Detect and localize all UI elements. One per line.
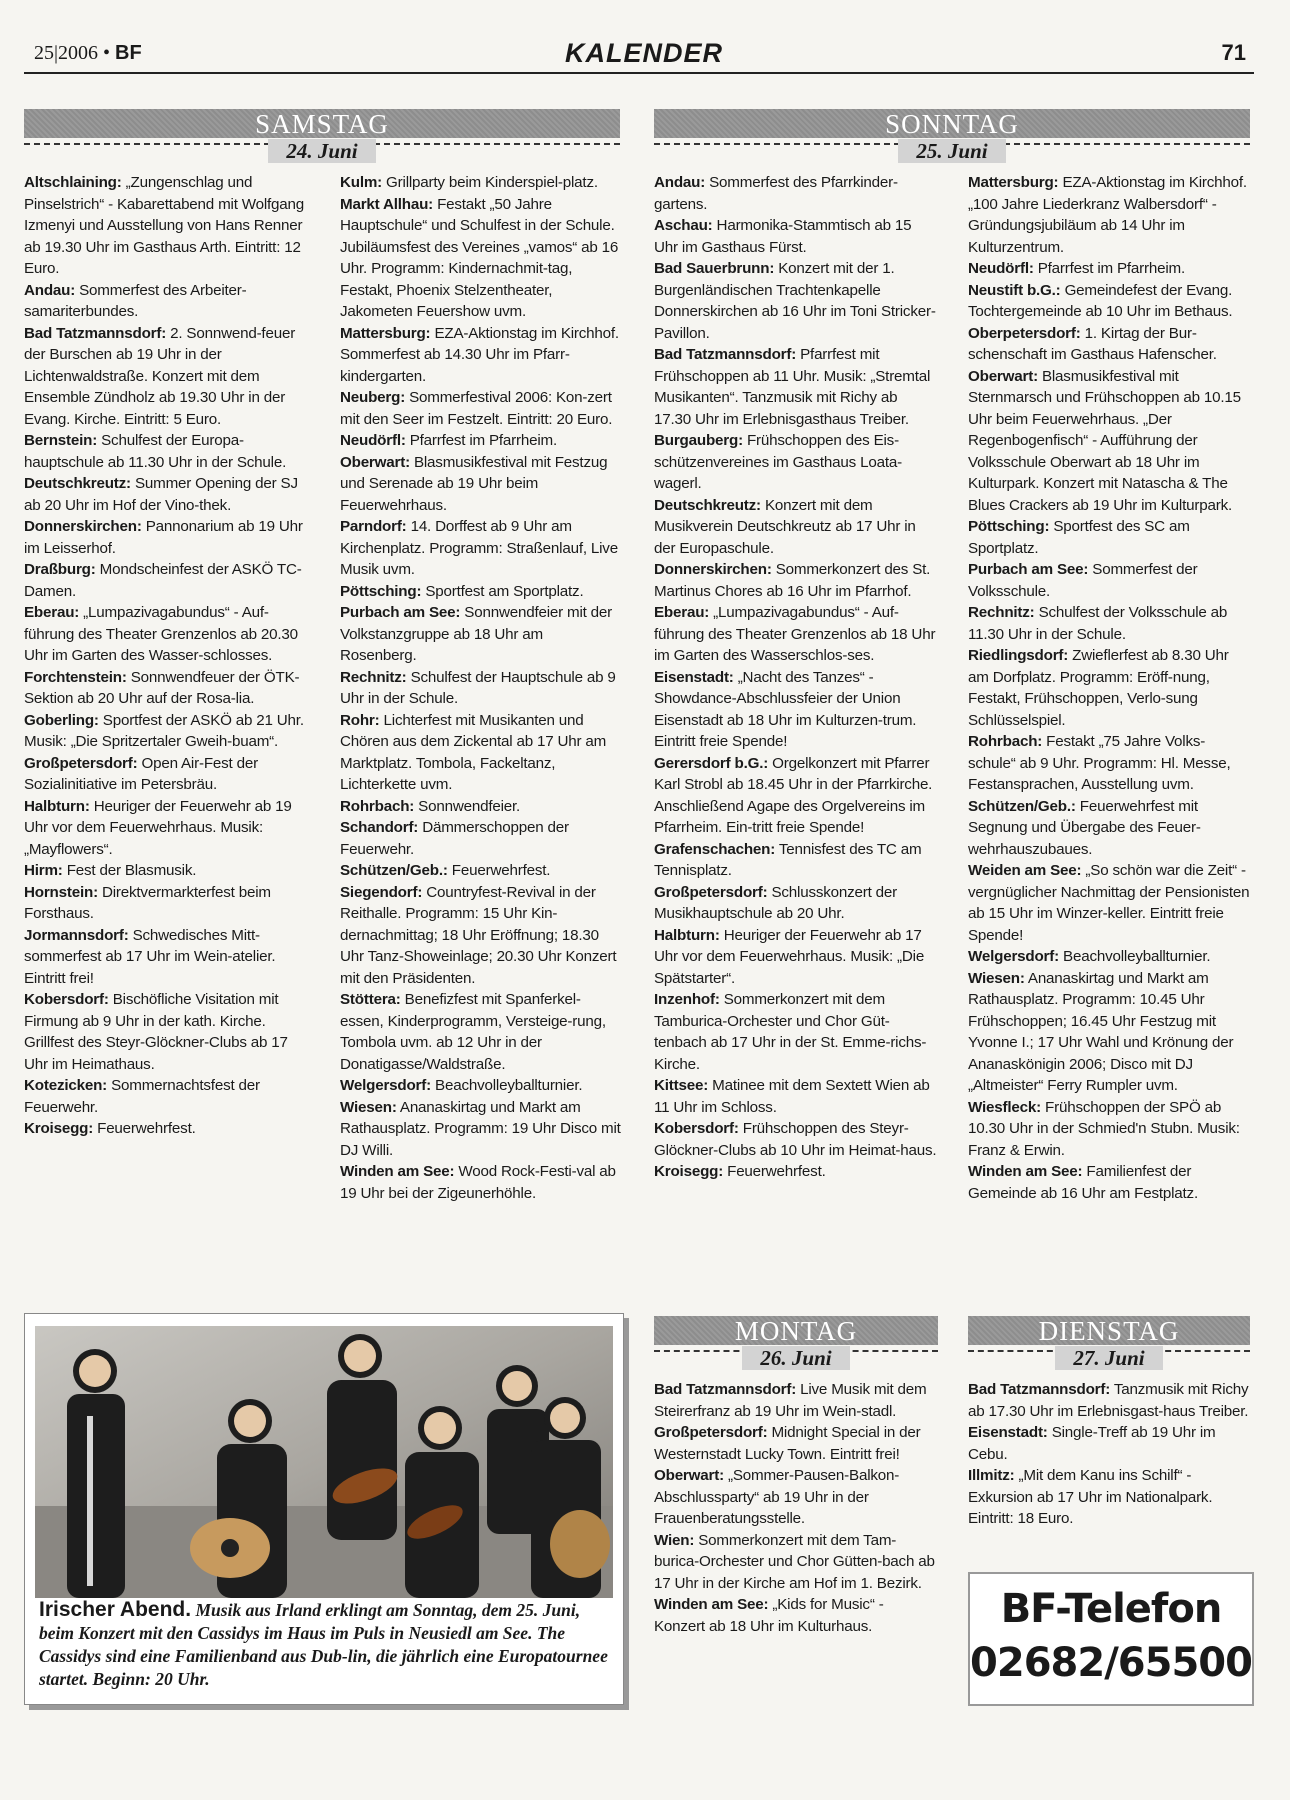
event-entry <box>24 280 310 323</box>
day-heading-sonntag <box>654 109 1250 165</box>
band-photo <box>35 1326 613 1598</box>
event-entry <box>968 860 1250 946</box>
event-text: Feuerwehrfest mit Segnung und Übergabe des Feuer-wehrhauszubaues. <box>968 797 1201 858</box>
event-text: „Kids for Music“ - Konzert ab 18 Uhr im Kulturhaus. <box>654 1596 884 1635</box>
event-entry <box>654 430 938 495</box>
dienstag-column <box>968 1379 1250 1530</box>
event-entry <box>968 1379 1250 1422</box>
event-text: Tennisfest des TC am Tennisplatz. <box>654 840 922 879</box>
photo-box <box>24 1313 624 1705</box>
event-text: Heuriger der Feuerwehr ab 17 Uhr vor dem Feuerwehrhaus. Musik: „Die Spätstarter“. <box>654 926 925 987</box>
event-text: Midnight Special in der Westernstadt Lucky Town. Eintritt frei! <box>654 1424 921 1463</box>
event-text: Sonnwendfeier mit der Volkstanzgruppe ab 18 Uhr am Rosenberg. <box>340 604 613 664</box>
page-header <box>24 38 1254 74</box>
event-entry <box>24 430 310 473</box>
event-text: Konzert mit der 1. Burgenländischen Trachtenkapelle Donnerskirchen ab 16 Uhr im Toni Stricker-Pavillon. <box>654 260 936 342</box>
event-entry <box>340 323 622 388</box>
phone-number: 02682/65500 <box>970 1640 1252 1686</box>
samstag-column-1 <box>24 172 310 1140</box>
event-entry <box>654 1118 938 1161</box>
page-number: 71 <box>1221 40 1246 65</box>
event-entry <box>654 753 938 839</box>
event-place: Markt Allhau: <box>340 195 434 213</box>
event-entry <box>654 882 938 925</box>
event-entry <box>24 323 310 431</box>
event-place: Aschau: <box>654 217 713 234</box>
event-text: Sommerkonzert mit dem Tamburica-Orchester und Chor Güt-tenbach ab 17 Uhr in der St. Emme-richs-Kirche. <box>654 991 927 1073</box>
event-place: Kobersdorf: <box>24 991 109 1008</box>
event-entry <box>654 495 938 560</box>
event-text: „Lumpazivagabundus“ - Auf-führung des Theater Grenzenlos ab 18 Uhr im Garten des Wasserschlos-ses. <box>654 604 936 664</box>
event-text: Fest der Blasmusik. <box>62 862 197 879</box>
event-text: Frühschoppen der SPÖ ab 10.30 Uhr in der Schmied'n Stubn. Musik: Franz & Erwin. <box>968 1098 1240 1159</box>
event-place: Donnerskirchen: <box>654 561 772 578</box>
event-text: Pannonarium ab 19 Uhr im Leisserhof. <box>24 518 303 557</box>
event-place: Oberpetersdorf: <box>968 324 1081 342</box>
event-entry <box>340 387 622 430</box>
day-date <box>24 138 620 165</box>
event-text: Sportfest des SC am Sportplatz. <box>968 518 1190 557</box>
event-text: Sommerkonzert mit dem Tam-burica-Orchester und Chor Gütten-bach ab 17 Uhr in der Kirche am Hof im 1. Bezirk. <box>654 1531 935 1592</box>
event-text: Sommerfest des Arbeiter-samariterbundes. <box>24 281 247 320</box>
event-entry <box>654 839 938 882</box>
issue-label <box>34 42 142 65</box>
event-place: Stöttera: <box>340 991 401 1008</box>
event-text: Lichterfest mit Musikanten und Chören aus dem Zickental ab 17 Uhr am Marktplatz. Tombola, Fackeltanz, Lichterkette uvm. <box>340 711 607 793</box>
event-place: Deutschkreutz: <box>654 496 761 514</box>
event-place: Deutschkreutz: <box>24 475 131 492</box>
phone-box <box>968 1572 1254 1706</box>
day-name: DIENSTAG <box>968 1316 1250 1345</box>
day-heading-montag <box>654 1316 938 1372</box>
event-place: Neudörfl: <box>340 432 406 449</box>
event-place: Bad Tatzmannsdorf: <box>654 346 797 363</box>
day-heading-samstag <box>24 109 620 165</box>
section-title: KALENDER <box>564 38 723 68</box>
event-place: Goberling: <box>24 711 99 729</box>
day-heading-dienstag <box>968 1316 1250 1372</box>
event-place: Draßburg: <box>24 561 96 578</box>
event-entry <box>968 796 1250 861</box>
event-entry <box>24 925 310 990</box>
event-entry <box>340 989 622 1075</box>
event-text: „Lumpazivagabundus“ - Auf-führung des Theater Grenzenlos ab 20.30 Uhr im Garten des Wasser-schlosses. <box>24 604 298 664</box>
event-place: Bad Tatzmannsdorf: <box>654 1381 797 1398</box>
event-place: Purbach am See: <box>968 561 1089 578</box>
event-place: Inzenhof: <box>654 991 720 1008</box>
event-entry <box>654 1594 938 1637</box>
event-entry <box>24 882 310 925</box>
event-place: Riedlingsdorf: <box>968 647 1069 664</box>
event-text: Open Air-Fest der Sozialinitiative im Petersbräu. <box>24 754 258 793</box>
event-text: Benefizfest mit Spanferkel-essen, Kinderprogramm, Versteige-rung, Tombola uvm. ab 12 Uhr in der Donatigasse/Waldstraße. <box>340 991 606 1073</box>
event-text: „So schön war die Zeit“ - vergnüglicher Nachmittag der Pensionisten ab 15 Uhr im Winzer-keller. Eintritt freie Spende! <box>968 862 1250 944</box>
event-entry <box>654 1530 938 1595</box>
event-place: Wiesen: <box>968 969 1025 987</box>
event-place: Bad Sauerbrunn: <box>654 260 775 277</box>
event-text: Familienfest der Gemeinde ab 16 Uhr am Festplatz. <box>968 1163 1198 1202</box>
event-entry <box>24 473 310 516</box>
event-place: Halbturn: <box>24 797 90 815</box>
event-text: Feuerwehrfest. <box>447 862 551 879</box>
event-entry <box>340 796 622 818</box>
event-place: Winden am See: <box>968 1163 1083 1180</box>
event-entry <box>968 645 1250 731</box>
event-place: Purbach am See: <box>340 604 461 621</box>
event-place: Andau: <box>24 281 76 299</box>
event-text: Schulfest der Volksschule ab 11.30 Uhr in der Schule. <box>968 604 1228 643</box>
event-text: „Mit dem Kanu ins Schilf“ - Exkursion ab 17 Uhr im Nationalpark. Eintritt: 18 Euro. <box>968 1467 1213 1527</box>
day-date <box>654 1345 938 1372</box>
event-entry <box>654 925 938 990</box>
event-text: Grillparty beim Kinderspiel-platz. <box>382 174 598 191</box>
event-entry <box>340 1075 622 1097</box>
sonntag-column-2 <box>968 172 1250 1204</box>
day-name: SAMSTAG <box>24 109 620 138</box>
event-place: Rechnitz: <box>968 604 1035 621</box>
event-entry <box>654 1379 938 1422</box>
event-text: Sportfest der ASKÖ ab 21 Uhr. Musik: „Die Spritzertaler Gweih-buam“. <box>24 711 304 750</box>
event-place: Rohrbach: <box>340 797 415 815</box>
event-place: Schandorf: <box>340 819 419 836</box>
event-place: Siegendorf: <box>340 883 423 901</box>
event-place: Neudörfl: <box>968 260 1034 277</box>
montag-column <box>654 1379 938 1637</box>
event-place: Forchtenstein: <box>24 668 127 686</box>
event-text: Matinee mit dem Sextett Wien ab 11 Uhr im Schloss. <box>654 1077 930 1116</box>
event-entry <box>968 1097 1250 1162</box>
event-place: Wien: <box>654 1531 695 1549</box>
event-entry <box>24 753 310 796</box>
day-name: SONNTAG <box>654 109 1250 138</box>
event-entry <box>968 1465 1250 1530</box>
event-text: Schwedisches Mitt-sommerfest ab 17 Uhr im Wein-atelier. Eintritt frei! <box>24 926 276 987</box>
event-place: Winden am See: <box>340 1163 455 1180</box>
event-entry <box>340 817 622 860</box>
day-date <box>968 1345 1250 1372</box>
event-text: Schulfest der Europa-hauptschule ab 11.30 Uhr in der Schule. <box>24 432 287 471</box>
event-place: Oberwart: <box>654 1467 724 1484</box>
event-entry <box>654 667 938 753</box>
event-entry <box>968 366 1250 517</box>
event-text: Schlusskonzert der Musikhauptschule ab 20 Uhr. <box>654 883 898 922</box>
event-place: Kulm: <box>340 174 383 191</box>
event-place: Pöttsching: <box>968 518 1050 535</box>
event-place: Schützen/Geb.: <box>340 862 448 879</box>
caption-title: Irischer Abend. <box>39 1598 192 1621</box>
event-entry <box>654 989 938 1075</box>
event-entry <box>24 516 310 559</box>
event-entry <box>24 989 310 1075</box>
event-text: Sonnwendfeier. <box>414 797 521 815</box>
event-entry <box>654 1161 938 1183</box>
event-entry <box>340 194 622 323</box>
event-text: Tanzmusik mit Richy ab 17.30 Uhr im Erlebnisgast-haus Treiber. <box>968 1381 1249 1420</box>
event-text: Harmonika-Stammtisch ab 15 Uhr im Gasthaus Fürst. <box>654 217 912 256</box>
event-entry <box>968 258 1250 280</box>
event-entry <box>654 1465 938 1530</box>
event-place: Winden am See: <box>654 1596 769 1613</box>
event-entry <box>24 1075 310 1118</box>
event-text: Blasmusikfestival mit Sternmarsch und Frühschoppen ab 10.15 Uhr beim Feuerwehrhaus. „Der Regenbogenfisch“ - Aufführung der Volksschule Oberwart ab 18 Uhr im Kulturpark. Konzert mit Natascha & The Blues Crackers ab 19 Uhr im Kulturpark. <box>968 367 1241 514</box>
event-place: Kobersdorf: <box>654 1120 739 1137</box>
event-text: Pfarrfest mit Frühschoppen ab 11 Uhr. Musik: „Stremtal Musikanten“. Tanzmusik mit Richy ab 17.30 Uhr im Erlebnisgasthaus Treiber. <box>654 346 931 428</box>
event-place: Donnerskirchen: <box>24 518 142 535</box>
event-entry <box>24 172 310 280</box>
caption-text: Musik aus Irland erklingt am Sonntag, dem 25. Juni, beim Konzert mit den Cassidys im Haus im Puls in Neusiedl am See. The Cassidys sind eine Familienband aus Dub-lin, die jährlich eine Europatournee startet. Beginn: 20 Uhr. <box>39 1600 608 1689</box>
event-entry <box>340 430 622 452</box>
event-entry <box>340 710 622 796</box>
event-place: Rohrbach: <box>968 733 1043 750</box>
event-text: Mondscheinfest der ASKÖ TC-Damen. <box>24 561 302 600</box>
event-entry <box>340 172 622 194</box>
event-entry <box>968 559 1250 602</box>
event-entry <box>340 667 622 710</box>
event-text: Heuriger der Feuerwehr ab 19 Uhr vor dem Feuerwehrhaus. Musik: „Mayflowers“. <box>24 797 292 858</box>
event-place: Oberwart: <box>340 453 410 471</box>
day-date-text: 26. Juni <box>742 1346 849 1370</box>
event-text: 14. Dorffest ab 9 Uhr am Kirchenplatz. Programm: Straßenlauf, Live Musik uvm. <box>340 518 618 578</box>
day-name: MONTAG <box>654 1316 938 1345</box>
event-place: Halbturn: <box>654 926 720 944</box>
event-text: Feuerwehrfest. <box>93 1120 196 1137</box>
sonntag-column-1 <box>654 172 938 1183</box>
event-entry <box>968 172 1250 258</box>
event-text: Live Musik mit dem Steirerfranz ab 19 Uhr im Wein-stadl. <box>654 1381 927 1420</box>
event-text: Dämmerschoppen der Feuerwehr. <box>340 819 569 858</box>
event-text: Pfarrfest im Pfarrheim. <box>405 432 558 449</box>
event-entry <box>968 968 1250 1097</box>
event-place: Burgauberg: <box>654 432 743 449</box>
event-text: 1. Kirtag der Bur-schenschaft im Gasthaus Hafenscher. <box>968 324 1217 363</box>
event-text: „Nacht des Tanzes“ - Showdance-Abschlussfeier der Union Eisenstadt ab 18 Uhr im Kulturzen-trum. Eintritt freie Spende! <box>654 668 917 750</box>
event-place: Wiesfleck: <box>968 1098 1041 1116</box>
event-entry <box>654 215 938 258</box>
event-entry <box>968 323 1250 366</box>
event-place: Altschlaining: <box>24 174 122 191</box>
event-place: Rohr: <box>340 711 380 729</box>
event-text: Frühschoppen des Eis-schützenvereines im Gasthaus Loata-wagerl. <box>654 432 902 492</box>
event-text: Festakt „50 Jahre Hauptschule“ und Schulfest in der Schule. Jubiläumsfest des Vereines „vamos“ ab 16 Uhr. Programm: Kindernachmit-tag, Festakt, Phoenix Stelzentheater, Jakometen Feuershow uvm. <box>340 195 619 320</box>
event-entry <box>340 602 622 667</box>
event-place: Kroisegg: <box>24 1120 94 1137</box>
event-place: Wiesen: <box>340 1098 397 1116</box>
event-place: Hirm: <box>24 862 63 879</box>
event-place: Parndorf: <box>340 518 407 535</box>
event-place: Jormannsdorf: <box>24 926 129 944</box>
event-text: Ananaskirtag und Markt am Rathausplatz. Programm: 10.45 Uhr Frühschoppen; 16.45 Uhr Festzug mit Yvonne I.; 17 Uhr Wahl und Krönung der Ananaskönigin 2006; Disco mit DJ „Altmeister“ Ferry Rumpler uvm. <box>968 969 1234 1094</box>
event-text: Countryfest-Revival in der Reithalle. Programm: 15 Uhr Kin-dernachmittag; 18 Uhr Eröffnung; 18.30 Uhr Tanz-Showeinlage; 20.30 Uhr Konzert mit den Präsidenten. <box>340 883 617 987</box>
event-text: „Sommer-Pausen-Balkon-Abschlussparty“ ab 19 Uhr in der Frauenberatungsstelle. <box>654 1467 900 1527</box>
event-text: Orgelkonzert mit Pfarrer Karl Strobl ab 18.45 Uhr in der Pfarrkirche. Anschließend Agape des Orgelvereins im Pfarrheim. Ein-tritt freie Spende! <box>654 754 933 836</box>
event-entry <box>24 710 310 753</box>
samstag-column-2 <box>340 172 622 1204</box>
event-text: Frühschoppen des Steyr-Glöckner-Clubs ab 10 Uhr im Heimat-haus. <box>654 1120 937 1159</box>
event-text: Sommernachtsfest der Feuerwehr. <box>24 1077 260 1116</box>
event-text: Direktvermarkterfest beim Forsthaus. <box>24 883 271 922</box>
event-entry <box>24 559 310 602</box>
event-text: „Zungenschlag und Pinselstrich“ - Kabarettabend mit Wolfgang Izmenyi und Ausstellung von Hans Renner ab 19.30 Uhr im Gasthaus Arth. Eintritt: 12 Euro. <box>24 174 305 277</box>
event-entry <box>340 516 622 581</box>
event-entry <box>654 172 938 215</box>
event-entry <box>968 946 1250 968</box>
event-text: Beachvolleyballturnier. <box>1059 948 1211 965</box>
event-place: Andau: <box>654 174 706 191</box>
event-text: Pfarrfest im Pfarrheim. <box>1033 260 1186 277</box>
event-entry <box>24 602 310 667</box>
day-date-text: 27. Juni <box>1055 1346 1162 1370</box>
event-entry <box>968 1161 1250 1204</box>
event-text: Sommerfest des Pfarrkinder-gartens. <box>654 174 898 213</box>
event-place: Neuberg: <box>340 389 406 406</box>
event-entry <box>340 882 622 990</box>
event-place: Bad Tatzmannsdorf: <box>968 1381 1111 1398</box>
event-place: Hornstein: <box>24 883 98 901</box>
event-entry <box>654 1422 938 1465</box>
event-entry <box>24 667 310 710</box>
event-text: Summer Opening der SJ ab 20 Uhr im Hof der Vino-thek. <box>24 475 298 514</box>
event-entry <box>340 452 622 517</box>
event-place: Eisenstadt: <box>654 668 734 686</box>
event-entry <box>968 1422 1250 1465</box>
event-entry <box>968 731 1250 796</box>
event-place: Mattersburg: <box>340 324 431 342</box>
event-text: Feuerwehrfest. <box>723 1163 826 1180</box>
event-text: Zwieflerfest ab 8.30 Uhr am Dorfplatz. Programm: Eröff-nung, Festakt, Frühschoppen, Verlo-sung Schlüsselspiel. <box>968 647 1229 729</box>
event-place: Bernstein: <box>24 432 98 449</box>
event-place: Welgersdorf: <box>968 948 1059 965</box>
event-place: Welgersdorf: <box>340 1077 431 1094</box>
event-text: Festakt „75 Jahre Volks-schule“ ab 9 Uhr. Programm: Hl. Messe, Festansprachen, Ausstellung uvm. <box>968 733 1231 793</box>
event-place: Grafenschachen: <box>654 840 776 858</box>
event-text: Beachvolleyballturnier. <box>431 1077 583 1094</box>
event-place: Bad Tatzmannsdorf: <box>24 324 167 342</box>
day-date <box>654 138 1250 165</box>
event-text: Blasmusikfestival mit Festzug und Serenade ab 19 Uhr beim Feuerwehrhaus. <box>340 453 608 514</box>
event-entry <box>654 602 938 667</box>
event-text: Ananaskirtag und Markt am Rathausplatz. Programm: 19 Uhr Disco mit DJ Willi. <box>340 1098 621 1159</box>
event-entry <box>24 796 310 861</box>
event-text: Sommerfest der Volksschule. <box>968 561 1198 600</box>
photo-caption <box>39 1598 613 1691</box>
event-entry <box>24 1118 310 1140</box>
event-text: Sportfest am Sportplatz. <box>421 582 584 600</box>
event-place: Kroisegg: <box>654 1163 724 1180</box>
event-place: Großpetersdorf: <box>654 883 768 901</box>
event-entry <box>654 559 938 602</box>
event-place: Schützen/Geb.: <box>968 797 1076 815</box>
event-entry <box>654 1075 938 1118</box>
brand-label: BF <box>115 42 142 64</box>
event-place: Oberwart: <box>968 367 1038 385</box>
event-text: Konzert mit dem Musikverein Deutschkreutz ab 17 Uhr in der Europaschule. <box>654 496 916 557</box>
day-date-text: 25. Juni <box>898 139 1005 163</box>
event-text: Bischöfliche Visitation mit Firmung ab 9 Uhr in der kath. Kirche. Grillfest des Steyr-Glöckner-Clubs ab 17 Uhr im Heimathaus. <box>24 991 288 1073</box>
event-place: Kotezicken: <box>24 1077 108 1094</box>
event-entry <box>654 258 938 344</box>
event-text: EZA-Aktionstag im Kirchhof. Sommerfest ab 14.30 Uhr im Pfarr-kindergarten. <box>340 324 619 385</box>
event-entry <box>24 860 310 882</box>
event-entry <box>340 1161 622 1204</box>
event-entry <box>968 602 1250 645</box>
day-date-text: 24. Juni <box>268 139 375 163</box>
event-place: Großpetersdorf: <box>24 754 138 772</box>
event-text: Schulfest der Hauptschule ab 9 Uhr in der Schule. <box>340 668 616 707</box>
issue-number: 25|2006 • <box>34 42 111 64</box>
event-text: Sommerfestival 2006: Kon-zert mit den Seer im Festzelt. Eintritt: 20 Euro. <box>340 389 613 428</box>
event-place: Pöttsching: <box>340 582 422 600</box>
event-place: Mattersburg: <box>968 174 1059 191</box>
event-place: Neustift b.G.: <box>968 281 1061 299</box>
event-entry <box>968 516 1250 559</box>
phone-title: BF-Telefon <box>1000 1586 1222 1632</box>
event-text: Single-Treff ab 19 Uhr im Cebu. <box>968 1424 1216 1463</box>
event-text: EZA-Aktionstag im Kirchhof. „100 Jahre Liederkranz Walbersdorf“ - Gründungsjubiläum ab 14 Uhr im Kulturzentrum. <box>968 174 1247 256</box>
event-place: Gerersdorf b.G.: <box>654 754 769 772</box>
event-place: Weiden am See: <box>968 862 1082 879</box>
event-entry <box>340 581 622 603</box>
event-entry <box>654 344 938 430</box>
event-place: Kittsee: <box>654 1077 709 1094</box>
event-text: 2. Sonnwend-feuer der Burschen ab 19 Uhr in der Lichtenwaldstraße. Konzert mit dem Ensemble Zündholz ab 19.30 Uhr in der Evang. Kirche. Eintritt: 5 Euro. <box>24 324 296 428</box>
event-entry <box>968 280 1250 323</box>
event-text: Gemeindefest der Evang. Tochtergemeinde ab 10 Uhr im Bethaus. <box>968 281 1233 320</box>
event-text: Sommerkonzert des St. Martinus Chores ab 16 Uhr im Pfarrhof. <box>654 561 931 600</box>
event-text: Wood Rock-Festi-val ab 19 Uhr bei der Zigeunerhöhle. <box>340 1163 616 1202</box>
event-text: Sonnwendfeuer der ÖTK-Sektion ab 20 Uhr auf der Rosa-lia. <box>24 668 300 707</box>
event-place: Großpetersdorf: <box>654 1424 768 1441</box>
event-place: Illmitz: <box>968 1467 1015 1484</box>
event-place: Rechnitz: <box>340 668 407 686</box>
event-place: Eisenstadt: <box>968 1424 1048 1441</box>
event-place: Eberau: <box>24 604 80 621</box>
event-entry <box>340 1097 622 1162</box>
event-place: Eberau: <box>654 604 710 621</box>
event-entry <box>340 860 622 882</box>
